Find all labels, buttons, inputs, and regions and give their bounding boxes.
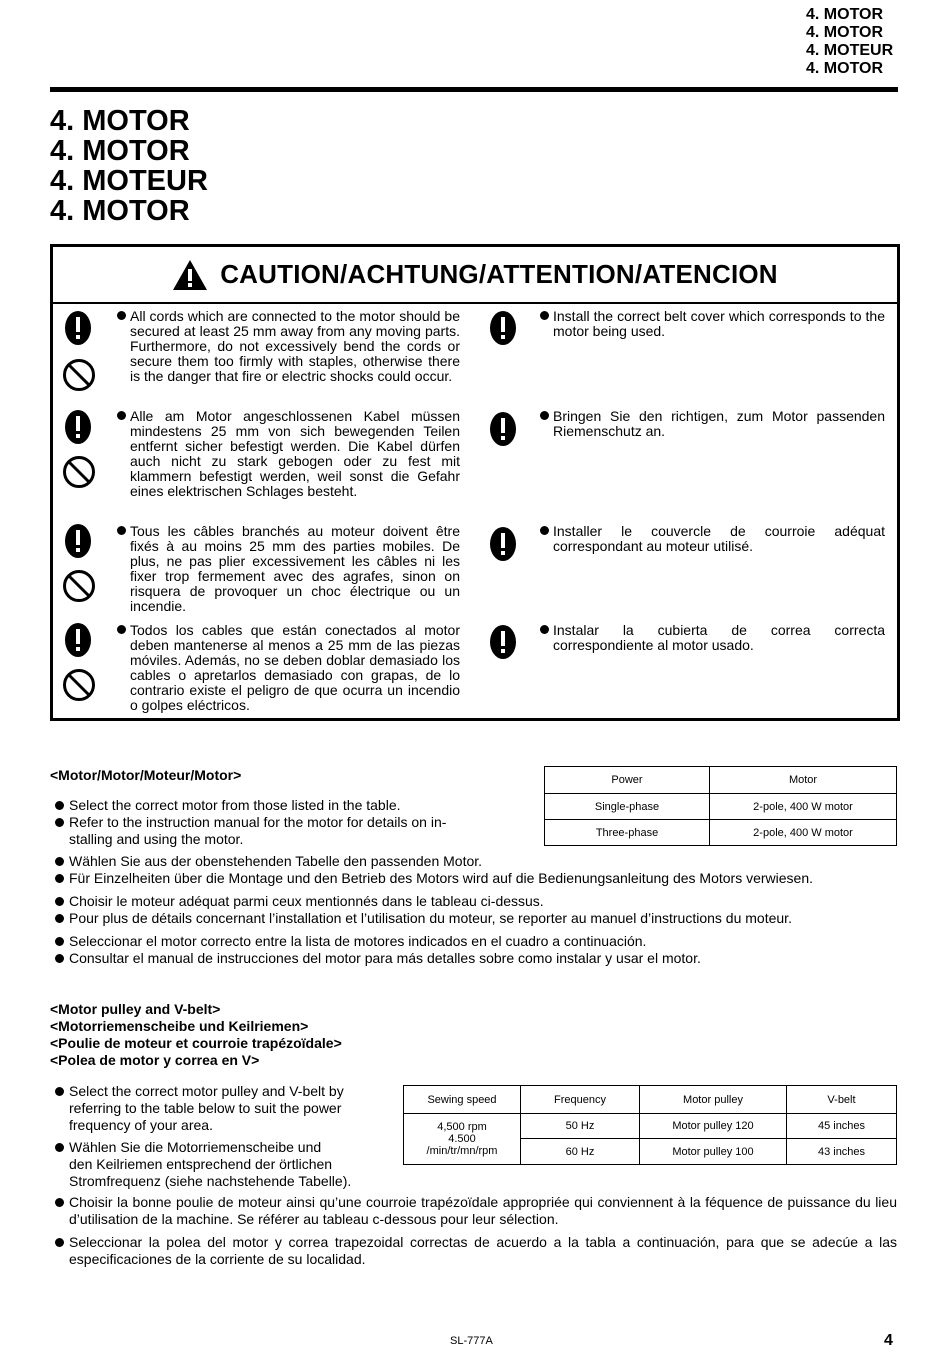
motor-section-heading: <Motor/Motor/Moteur/Motor>	[50, 767, 242, 783]
running-header-line: 4. MOTOR	[806, 60, 884, 77]
sewing-speed-cell	[404, 1114, 521, 1165]
list-item-continuation: frequency of your area.	[69, 1117, 213, 1133]
mandatory-action-icon	[65, 410, 91, 444]
table-cell: 45 inches	[787, 1114, 897, 1139]
bullet	[540, 311, 549, 320]
section-title-line: 4. MOTOR	[50, 105, 190, 137]
list-item-continuation: referring to the table below to suit the power	[69, 1100, 342, 1116]
heading-line: <Motor pulley and V-belt>	[50, 1001, 221, 1017]
caution-text-de-right: Bringen Sie den richtigen, zum Motor passenden Riemenschutz an.	[553, 408, 885, 439]
list-item: Consultar el manual de instrucciones del motor para más detalles sobre como instalar y usar el motor.	[69, 950, 701, 967]
table-cell: 2-pole, 400 W motor	[710, 820, 897, 846]
table-cell: Motor pulley 120	[640, 1114, 787, 1139]
mandatory-action-icon	[65, 524, 91, 558]
list-item-continuation: Stromfrequenz (siehe nachstehende Tabelle).	[69, 1173, 352, 1189]
bullet	[540, 411, 549, 420]
pulley-section-heading	[50, 1001, 342, 1069]
running-header-line: 4. MOTOR	[806, 6, 884, 23]
caution-text-en: All cords which are connected to the motor should be secured at least 25 mm away from any moving parts. Furthermore, do not excessively bend the cords or secure them too firmly with staples, otherwise there is the danger that fire or electric shocks could occur.	[130, 308, 460, 384]
pulley-table	[403, 1085, 897, 1165]
caution-box	[50, 244, 900, 721]
section-title-line: 4. MOTEUR	[50, 165, 208, 197]
mandatory-action-icon	[490, 625, 516, 659]
mandatory-action-icon	[490, 412, 516, 446]
caution-text-fr-right: Installer le couvercle de courroie adéquat correspondant au moteur utilisé.	[553, 523, 885, 554]
bullet	[117, 411, 126, 420]
table-header: Frequency	[521, 1086, 640, 1114]
prohibition-icon	[62, 358, 96, 392]
table-cell: 50 Hz	[521, 1114, 640, 1139]
table-header: Power	[545, 767, 710, 794]
list-item: Select the correct motor pulley and V-belt by	[69, 1083, 344, 1100]
caution-text-es-right: Instalar la cubierta de correa correcta correspondiente al motor usado.	[553, 622, 885, 653]
speed-line: 4.500	[448, 1133, 476, 1145]
list-item-continuation: stalling and using the motor.	[69, 831, 244, 847]
bullet	[117, 526, 126, 535]
list-item: Pour plus de détails concernant l’installation et l’utilisation du moteur, se reporter au manuel d’instructions du moteur.	[69, 910, 792, 927]
list-item: Wählen Sie aus der obenstehenden Tabelle den passenden Motor.	[69, 853, 482, 870]
mandatory-action-icon	[490, 311, 516, 345]
section-title-line: 4. MOTOR	[50, 135, 190, 167]
prohibition-icon	[62, 668, 96, 702]
bullet	[117, 311, 126, 320]
table-cell: 2-pole, 400 W motor	[710, 794, 897, 820]
table-cell: Single-phase	[545, 794, 710, 820]
table-header: Motor	[710, 767, 897, 794]
running-header-line: 4. MOTEUR	[806, 42, 894, 59]
table-cell: Motor pulley 100	[640, 1139, 787, 1165]
list-item: Choisir la bonne poulie de moteur ainsi qu’une courroie trapézoïdale appropriée qui conviennent à la féquence de puissance du lieu d’utilisation de la machine. Se référer au tableau c-dessous pour leur sélection.	[69, 1194, 897, 1228]
caution-text-de: Alle am Motor angeschlossenen Kabel müssen mindestens 25 mm von sich bewegenden Teilen entfernt sicher befestigt werden. Die Kabel dürfen auch nicht zu stark gebogen oder zu fest mit klammern befestigt werden, weil sonst die Gefahr eines elektrischen Schlages besteht.	[130, 408, 460, 499]
list-item: Select the correct motor from those listed in the table.	[69, 797, 401, 814]
speed-line: 4,500 rpm	[437, 1121, 487, 1133]
heading-line: <Poulie de moteur et courroie trapézoïdale>	[50, 1035, 342, 1051]
list-item: Seleccionar la polea del motor y correa trapezoidal correctas de acuerdo a la tabla a continuación, para que se adecúe a las especificaciones de la corriente de su localidad.	[69, 1234, 897, 1268]
speed-line: /min/tr/mn/rpm	[426, 1145, 498, 1157]
running-header-line: 4. MOTOR	[806, 24, 884, 41]
page-number: 4	[884, 1332, 893, 1349]
table-cell: 43 inches	[787, 1139, 897, 1165]
caution-header	[53, 247, 897, 304]
list-item-continuation: den Keilriemen entsprechend der örtlichen	[69, 1156, 333, 1172]
list-item: Für Einzelheiten über die Montage und den Betrieb des Motors wird auf die Bedienungsanleitung des Motors verwiesen.	[69, 870, 813, 887]
heading-line: <Polea de motor y correa en V>	[50, 1052, 260, 1068]
heading-line: <Motorriemenscheibe und Keilriemen>	[50, 1018, 309, 1034]
section-title-line: 4. MOTOR	[50, 195, 190, 227]
mandatory-action-icon	[65, 311, 91, 345]
motor-table	[544, 766, 897, 846]
warning-triangle-icon	[172, 259, 208, 291]
prohibition-icon	[62, 455, 96, 489]
mandatory-action-icon	[490, 527, 516, 561]
prohibition-icon	[62, 569, 96, 603]
caution-title: CAUTION/ACHTUNG/ATTENTION/ATENCION	[220, 259, 778, 289]
table-cell: 60 Hz	[521, 1139, 640, 1165]
bullet	[540, 625, 549, 634]
bullet	[540, 526, 549, 535]
list-item: Refer to the instruction manual for the motor for details on in-	[69, 814, 446, 831]
running-header	[806, 6, 893, 78]
caution-text-es: Todos los cables que están conectados al motor deben mantenerse al menos a 25 mm de las piezas móviles. Además, no se deben doblar demasiado los cables o apretarlos demasiado con grapas, de lo contrario existe el peligro de que ocurra un incendio o golpes eléctricos.	[130, 622, 460, 713]
bullet	[117, 625, 126, 634]
list-item: Wählen Sie die Motorriemenscheibe und	[69, 1139, 321, 1156]
caution-text-en-right: Install the correct belt cover which corresponds to the motor being used.	[553, 308, 885, 339]
list-item: Choisir le moteur adéquat parmi ceux mentionnés dans le tableau ci-dessus.	[69, 893, 544, 910]
table-header: V-belt	[787, 1086, 897, 1114]
table-cell: Three-phase	[545, 820, 710, 846]
model-number: SL-777A	[450, 1335, 493, 1347]
table-header: Motor pulley	[640, 1086, 787, 1114]
header-rule	[50, 87, 898, 92]
table-header: Sewing speed	[404, 1086, 521, 1114]
section-title	[50, 106, 208, 226]
mandatory-action-icon	[65, 623, 91, 657]
caution-text-fr: Tous les câbles branchés au moteur doivent être fixés à au moins 25 mm des parties mobiles. De plus, ne pas plier excessivement les câbles ni les fixer trop fermement avec des agrafes, sinon on risquera de provoquer un choc électrique ou un incendie.	[130, 523, 460, 614]
list-item: Seleccionar el motor correcto entre la lista de motores indicados en el cuadro a continuación.	[69, 933, 646, 950]
